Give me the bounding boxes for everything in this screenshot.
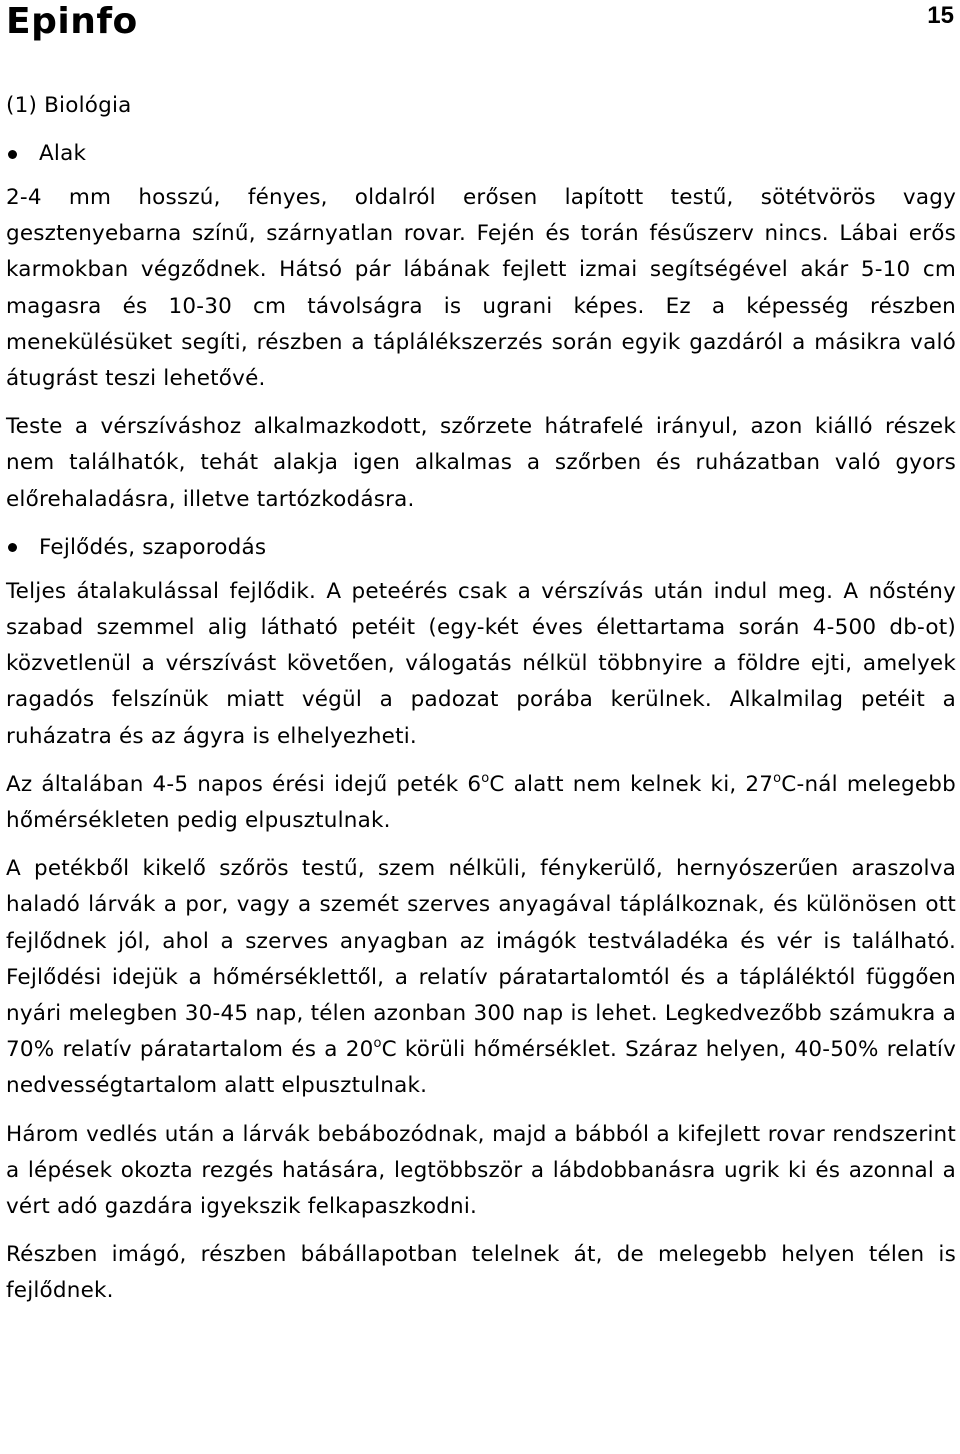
epinfo-logo: Epinfo [6,1,138,42]
page-header [6,0,954,48]
text-segment: C alatt nem kelnek ki, 27 [489,771,774,797]
text-segment: C körüli hőmérséklet. Száraz helyen, 40-50% relatív nedvességtartalom alatt elpusztulnak. [6,1037,956,1099]
bullet-icon [8,150,17,159]
page-number: 15 [927,2,954,29]
subheading-shape [6,136,956,172]
subheading-shape-label: Alak [39,141,87,166]
subheading-development-label: Fejlődés, szaporodás [39,534,267,560]
degree-superscript: o [373,1036,382,1052]
development-paragraph-1: Teljes átalakulással fejlődik. A peteérés csak a vérszívás után indul meg. A nőstény szabad szemmel alig látható petéit (egy-két éves élettartama során 4-500 db-ot) közvetlenül a vérszívást követően, válogatás nélkül többnyire a földre ejti, amelyek ragadós felszínük miatt végül a padozat porába kerülnek. Alkalmilag petéit a ruházatra és az ágyra is elhelyezheti. [6,578,956,749]
text-segment: A petékből kikelő szőrös testű, szem nélküli, fénykerülő, hernyószerűen araszolva haladó lárvák a por, vagy a szemét szerves anyagával táplálkoznak, és különösen ott fejlődnek jól, ahol a szerves anyagban az imágók testváladéka és vér is található. Fejlődési idejük a hőmérséklettől, a relatív páratartalomtól és a tápláléktól függően nyári melegben 30-45 nap, télen azonban 300 nap is lehet. Legkedvezőbb számukra a 70% relatív páratartalom és a 20 [6,856,956,1063]
bullet-icon [8,543,17,552]
document-body [6,88,956,1322]
text-segment: Az általában 4-5 napos érési idejű peték 6 [6,771,482,797]
development-paragraph-5: Részben imágó, részben bábállapotban telelnek át, de melegebb helyen télen is fejlődnek. [6,1242,956,1304]
subheading-development [6,530,956,566]
development-paragraph-4: Három vedlés után a lárvák bebábozódnak, majd a bábból a kifejlett rovar rendszerint a lépések okozta rezgés hatására, legtöbbször a lábdobbanásra ugrik ki és azonnal a vért adó gazdára igyekszik felkapaszkodni. [6,1121,956,1220]
shape-paragraph-2: Teste a vérszíváshoz alkalmazkodott, szőrzete hátrafelé irányul, azon kiálló részek nem találhatók, tehát alakja igen alkalmas a szőrben és ruházatban való gyors előrehaladásra, illetve tartózkodásra. [6,414,956,512]
development-paragraph-3 [6,851,956,1104]
development-paragraph-2 [6,767,956,839]
section-title: (1) Biológia [6,93,132,118]
text-segment: C-nál melegebb hőmérsékleten pedig elpusztulnak. [6,771,956,834]
degree-superscript: o [481,770,490,786]
degree-superscript: o [773,770,782,786]
shape-paragraph-1: 2-4 mm hosszú, fényes, oldalról erősen lapított testű, sötétvörös vagy gesztenyebarna színű, szárnyatlan rovar. Fején és torán fésűszerv nincs. Lábai erős karmokban végződnek. Hátsó pár lábának fejlett izmai segítségével akár 5-10 cm magasra és 10-30 cm távolságra is ugrani képes. Ez a képesség részben menekülésüket segíti, részben a táplálékszerzés során egyik gazdáról a másikra való átugrást teszi lehetővé. [6,185,956,392]
